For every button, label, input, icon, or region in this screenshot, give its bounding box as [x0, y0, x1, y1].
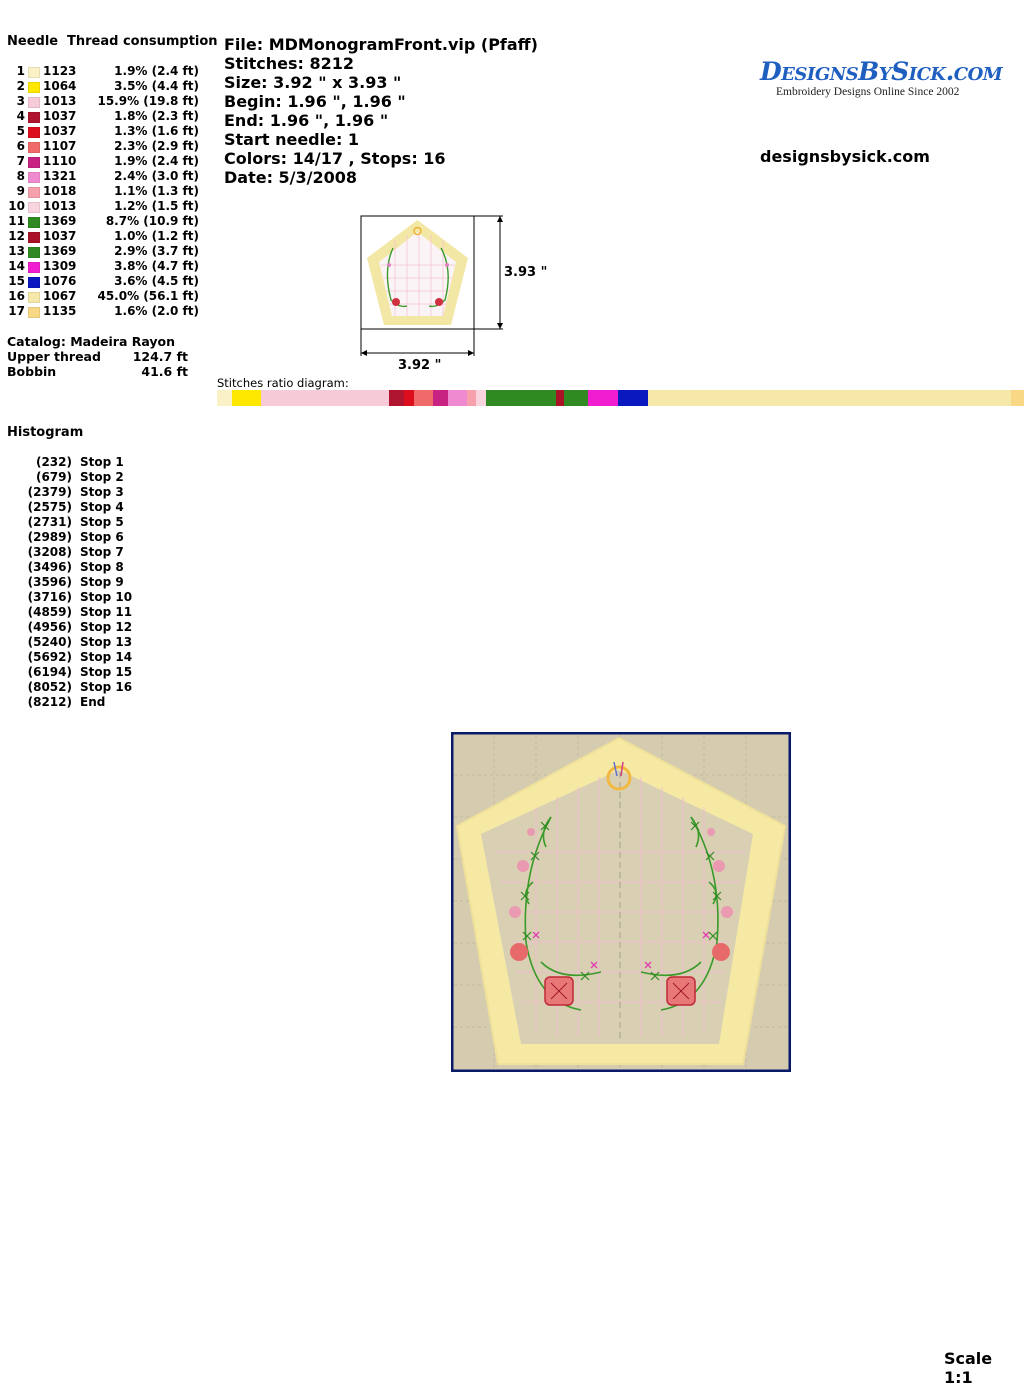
ratio-segment — [648, 390, 1012, 406]
thread-consumption: 3.8% (4.7 ft) — [114, 259, 199, 273]
stitches-ratio-bar — [217, 390, 1024, 406]
needle-number: 13 — [8, 244, 25, 258]
needle-number: 11 — [8, 214, 25, 228]
ratio-segment — [467, 390, 476, 406]
ratio-segment — [433, 390, 449, 406]
thread-color-swatch — [28, 172, 40, 183]
stop-label: Stop 9 — [80, 575, 124, 589]
stitch-count: Stitches: 8212 — [224, 54, 355, 73]
thread-color-swatch — [28, 292, 40, 303]
stitch-count-at-stop: (8212) — [27, 695, 72, 709]
thread-consumption: 8.7% (10.9 ft) — [105, 214, 199, 228]
thread-consumption: 1.6% (2.0 ft) — [114, 304, 199, 318]
thread-code: 1013 — [43, 94, 77, 108]
stitch-count-at-stop: (4859) — [27, 605, 72, 619]
thread-color-swatch — [28, 202, 40, 213]
ratio-segment — [618, 390, 648, 406]
thread-code: 1037 — [43, 124, 77, 138]
scale-label: Scale 1:1 — [944, 1349, 993, 1387]
catalog-line: Catalog: Madeira Rayon — [7, 334, 176, 349]
stop-label: Stop 8 — [80, 560, 124, 574]
stitch-count-at-stop: (3496) — [27, 560, 72, 574]
end-point: End: 1.96 ", 1.96 " — [224, 111, 389, 130]
thread-code: 1013 — [43, 199, 77, 213]
thread-code: 1123 — [43, 64, 77, 78]
stop-label: Stop 7 — [80, 545, 124, 559]
needle-number: 8 — [16, 169, 25, 183]
stitch-count-at-stop: (3716) — [27, 590, 72, 604]
thread-color-swatch — [28, 217, 40, 228]
stop-label: Stop 2 — [80, 470, 124, 484]
thread-consumption: 1.2% (1.5 ft) — [114, 199, 199, 213]
needle-number: 10 — [8, 199, 25, 213]
stop-label: Stop 12 — [80, 620, 133, 634]
stop-label: Stop 6 — [80, 530, 124, 544]
thread-consumption: 15.9% (19.8 ft) — [97, 94, 199, 108]
needle-number: 6 — [16, 139, 25, 153]
stop-label: Stop 11 — [80, 605, 133, 619]
thread-consumption: 1.8% (2.3 ft) — [114, 109, 199, 123]
needle-number: 1 — [16, 64, 25, 78]
stitch-count-at-stop: (8052) — [27, 680, 72, 694]
thread-color-swatch — [28, 307, 40, 318]
thread-consumption: 1.9% (2.4 ft) — [114, 154, 199, 168]
stop-label: Stop 5 — [80, 515, 124, 529]
thread-color-swatch — [28, 247, 40, 258]
thread-code: 1037 — [43, 229, 77, 243]
ratio-segment — [486, 390, 557, 406]
histogram-title: Histogram — [7, 425, 84, 440]
thread-consumption: 1.1% (1.3 ft) — [114, 184, 199, 198]
thread-code: 1321 — [43, 169, 77, 183]
stop-label: Stop 1 — [80, 455, 124, 469]
start-needle: Start needle: 1 — [224, 130, 360, 149]
needle-number: 4 — [16, 109, 25, 123]
ratio-segment — [1011, 390, 1024, 406]
width-dimension-label: 3.92 " — [398, 358, 442, 373]
stitch-count-at-stop: (3596) — [27, 575, 72, 589]
thread-consumption: 45.0% (56.1 ft) — [97, 289, 199, 303]
bobbin-label: Bobbin — [7, 364, 57, 379]
stop-label: Stop 3 — [80, 485, 124, 499]
colors-stops: Colors: 14/17 , Stops: 16 — [224, 149, 446, 168]
thread-color-swatch — [28, 127, 40, 138]
thread-code: 1067 — [43, 289, 77, 303]
begin-point: Begin: 1.96 ", 1.96 " — [224, 92, 406, 111]
stitch-count-at-stop: (5240) — [27, 635, 72, 649]
stitch-count-at-stop: (4956) — [27, 620, 72, 634]
file-name: File: MDMonogramFront.vip (Pfaff) — [224, 35, 538, 54]
brand-logo — [760, 57, 1003, 103]
thread-code: 1076 — [43, 274, 77, 288]
preview-thumbnail — [355, 210, 555, 380]
design-size: Size: 3.92 " x 3.93 " — [224, 73, 402, 92]
ratio-segment — [414, 390, 433, 406]
stop-label: Stop 14 — [80, 650, 133, 664]
needle-number: 15 — [8, 274, 25, 288]
upper-thread-value: 124.7 ft — [132, 349, 188, 364]
stitch-count-at-stop: (2989) — [27, 530, 72, 544]
needle-number: 2 — [16, 79, 25, 93]
stitch-count-at-stop: (2575) — [27, 500, 72, 514]
stitch-count-at-stop: (5692) — [27, 650, 72, 664]
needle-number: 7 — [16, 154, 25, 168]
thread-code: 1309 — [43, 259, 77, 273]
stitch-count-at-stop: (2379) — [27, 485, 72, 499]
needle-number: 16 — [8, 289, 25, 303]
thread-code: 1110 — [43, 154, 77, 168]
thread-color-swatch — [28, 262, 40, 273]
thread-consumption: 2.3% (2.9 ft) — [114, 139, 199, 153]
needle-number: 12 — [8, 229, 25, 243]
stop-label: Stop 4 — [80, 500, 124, 514]
thread-code: 1135 — [43, 304, 77, 318]
thread-consumption: 2.4% (3.0 ft) — [114, 169, 199, 183]
stitch-count-at-stop: (679) — [35, 470, 72, 484]
needle-number: 14 — [8, 259, 25, 273]
thread-color-swatch — [28, 142, 40, 153]
stitch-count-at-stop: (2731) — [27, 515, 72, 529]
logo-tagline: Embroidery Designs Online Since 2002 — [776, 86, 960, 98]
stitch-count-at-stop: (6194) — [27, 665, 72, 679]
thread-code: 1107 — [43, 139, 77, 153]
needle-header: Needle — [7, 34, 59, 49]
thread-color-swatch — [28, 232, 40, 243]
ratio-segment — [261, 390, 390, 406]
thread-color-swatch — [28, 82, 40, 93]
file-info — [224, 35, 538, 187]
logo-wordmark: DesignsBySick.com — [760, 57, 1003, 86]
needle-number: 9 — [16, 184, 25, 198]
ratio-segment — [217, 390, 233, 406]
thread-consumption: 1.9% (2.4 ft) — [114, 64, 199, 78]
thread-consumption-header: Thread consumption — [67, 34, 218, 49]
height-dimension-label: 3.93 " — [504, 265, 548, 280]
thread-consumption: 1.0% (1.2 ft) — [114, 229, 199, 243]
needle-number: 17 — [8, 304, 25, 318]
thread-consumption: 3.5% (4.4 ft) — [114, 79, 199, 93]
ratio-segment — [476, 390, 486, 406]
thread-color-swatch — [28, 67, 40, 78]
stitch-count-at-stop: (3208) — [27, 545, 72, 559]
ratio-segment — [564, 390, 588, 406]
stop-label: Stop 13 — [80, 635, 133, 649]
thread-code: 1018 — [43, 184, 77, 198]
catalog-block — [7, 334, 207, 379]
stop-label: Stop 16 — [80, 680, 133, 694]
bobbin-value: 41.6 ft — [141, 364, 188, 379]
ratio-segment — [448, 390, 468, 406]
stop-label: Stop 10 — [80, 590, 133, 604]
thread-consumption: 2.9% (3.7 ft) — [114, 244, 199, 258]
histogram-list — [0, 455, 200, 715]
thread-color-swatch — [28, 112, 40, 123]
upper-thread-label: Upper thread — [7, 349, 101, 364]
thread-table — [0, 64, 215, 324]
needle-number: 3 — [16, 94, 25, 108]
ratio-segment — [389, 390, 404, 406]
needle-number: 5 — [16, 124, 25, 138]
thread-code: 1369 — [43, 214, 77, 228]
brand-url: designsbysick.com — [760, 147, 930, 166]
thread-color-swatch — [28, 277, 40, 288]
date: Date: 5/3/2008 — [224, 168, 358, 187]
stop-label: Stop 15 — [80, 665, 133, 679]
thread-consumption: 3.6% (4.5 ft) — [114, 274, 199, 288]
ratio-diagram-label: Stitches ratio diagram: — [217, 376, 349, 390]
ratio-segment — [588, 390, 619, 406]
stop-label: End — [80, 695, 106, 709]
ratio-segment — [232, 390, 261, 406]
thread-color-swatch — [28, 157, 40, 168]
thread-code: 1037 — [43, 109, 77, 123]
thread-color-swatch — [28, 187, 40, 198]
ratio-segment — [404, 390, 415, 406]
thread-color-swatch — [28, 97, 40, 108]
thread-consumption: 1.3% (1.6 ft) — [114, 124, 199, 138]
stitch-count-at-stop: (232) — [35, 455, 72, 469]
design-preview — [451, 732, 791, 1072]
thread-code: 1369 — [43, 244, 77, 258]
thread-code: 1064 — [43, 79, 77, 93]
